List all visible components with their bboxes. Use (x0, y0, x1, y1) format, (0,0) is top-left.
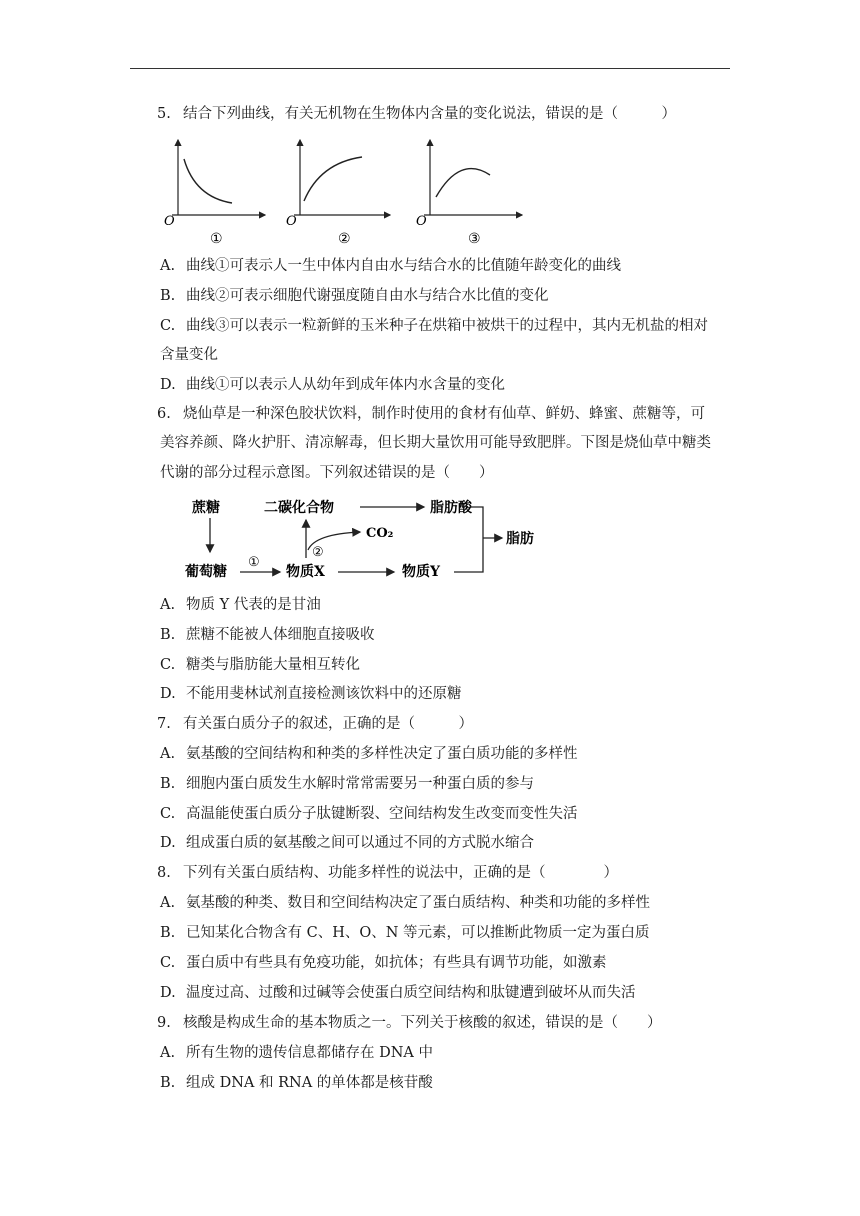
q8-stem: 8. 下列有关蛋白质结构、功能多样性的说法中，正确的是（ ） (157, 865, 618, 881)
curve-3 (436, 169, 490, 197)
q7-option-d: D. 组成蛋白质的氨基酸之间可以通过不同的方式脱水缩合 (160, 835, 534, 851)
q6-option-d: D. 不能用斐林试剂直接检测该饮料中的还原糖 (160, 686, 462, 702)
label-fatty-acid: 脂肪酸 (430, 500, 472, 516)
graph-label-3: ③ (468, 231, 481, 247)
graph-1 (164, 140, 265, 247)
q6-stem-line-3: 代谢的部分过程示意图。下列叙述错误的是（ ） (160, 465, 494, 481)
q5-option-d: D. 曲线①可以表示人从幼年到成年体内水含量的变化 (160, 377, 505, 393)
q6-option-a: A. 物质 Y 代表的是甘油 (160, 597, 321, 613)
q8-option-b: B. 已知某化合物含有 C、H、O、N 等元素，可以推断此物质一定为蛋白质 (160, 925, 650, 941)
q5-option-c: C. 曲线③可以表示一粒新鲜的玉米种子在烘箱中被烘干的过程中，其内无机盐的相对 (160, 318, 708, 334)
graph-2 (286, 140, 390, 247)
q5-option-c-cont: 含量变化 (160, 347, 218, 363)
q6-stem-line-1: 6. 烧仙草是一种深色胶状饮料，制作时使用的食材有仙草、鲜奶、蜂蜜、蔗糖等，可 (157, 406, 705, 422)
label-co2: CO₂ (366, 526, 394, 541)
origin-label-2: O (286, 214, 297, 229)
label-glucose: 葡萄糖 (185, 564, 227, 580)
q7-option-c: C. 高温能使蛋白质分子肽键断裂、空间结构发生改变而变性失活 (160, 806, 578, 822)
q6-option-c: C. 糖类与脂肪能大量相互转化 (160, 657, 360, 673)
origin-label-1: O (164, 214, 175, 229)
curve-1 (184, 159, 232, 203)
label-substance-y: 物质Y (402, 564, 440, 580)
label-fat: 脂肪 (506, 531, 534, 547)
q6-stem-line-2: 美容养颜、降火护肝、清凉解毒，但长期大量饮用可能导致肥胖。下图是烧仙草中糖类 (160, 435, 711, 451)
curve-2 (304, 157, 362, 201)
label-two-carbon: 二碳化合物 (264, 500, 334, 516)
origin-label-3: O (416, 214, 427, 229)
q9-option-a: A. 所有生物的遗传信息都储存在 DNA 中 (160, 1045, 434, 1061)
q9-stem: 9. 核酸是构成生命的基本物质之一。下列关于核酸的叙述，错误的是（ ） (157, 1015, 662, 1031)
q7-number: 7. (157, 716, 171, 732)
label-step-1: ① (248, 555, 260, 570)
q7-stem: 7. 有关蛋白质分子的叙述，正确的是（ ） (157, 716, 473, 732)
q5-stem: 5. 结合下列曲线，有关无机物在生物体内含量的变化说法，错误的是（ ） (157, 106, 676, 122)
q7-option-a: A. 氨基酸的空间结构和种类的多样性决定了蛋白质功能的多样性 (160, 746, 578, 762)
q9-number: 9. (157, 1015, 171, 1031)
q7-option-b: B. 细胞内蛋白质发生水解时常常需要另一种蛋白质的参与 (160, 776, 534, 792)
q5-option-b: B. 曲线②可表示细胞代谢强度随自由水与结合水比值的变化 (160, 288, 549, 304)
label-substance-x: 物质X (286, 564, 325, 580)
q6-number: 6. (157, 406, 171, 422)
q6-diagram (180, 490, 560, 585)
q5-number: 5. (157, 106, 171, 122)
label-step-2: ② (312, 545, 324, 560)
graph-label-1: ① (210, 231, 223, 247)
q5-option-a: A. 曲线①可表示人一生中体内自由水与结合水的比值随年龄变化的曲线 (160, 258, 621, 274)
q8-option-c: C. 蛋白质中有些具有免疫功能，如抗体；有些具有调节功能，如激素 (160, 955, 607, 971)
q5-graphs (150, 135, 540, 250)
q8-option-a: A. 氨基酸的种类、数目和空间结构决定了蛋白质结构、种类和功能的多样性 (160, 895, 650, 911)
graph-label-2: ② (338, 231, 351, 247)
q9-option-b: B. 组成 DNA 和 RNA 的单体都是核苷酸 (160, 1075, 433, 1091)
q6-option-b: B. 蔗糖不能被人体细胞直接吸收 (160, 627, 375, 643)
header-rule (130, 68, 730, 69)
label-sucrose: 蔗糖 (192, 500, 220, 516)
q8-option-d: D. 温度过高、过酸和过碱等会使蛋白质空间结构和肽键遭到破坏从而失活 (160, 985, 636, 1001)
graph-3 (416, 140, 522, 247)
q8-number: 8. (157, 865, 171, 881)
